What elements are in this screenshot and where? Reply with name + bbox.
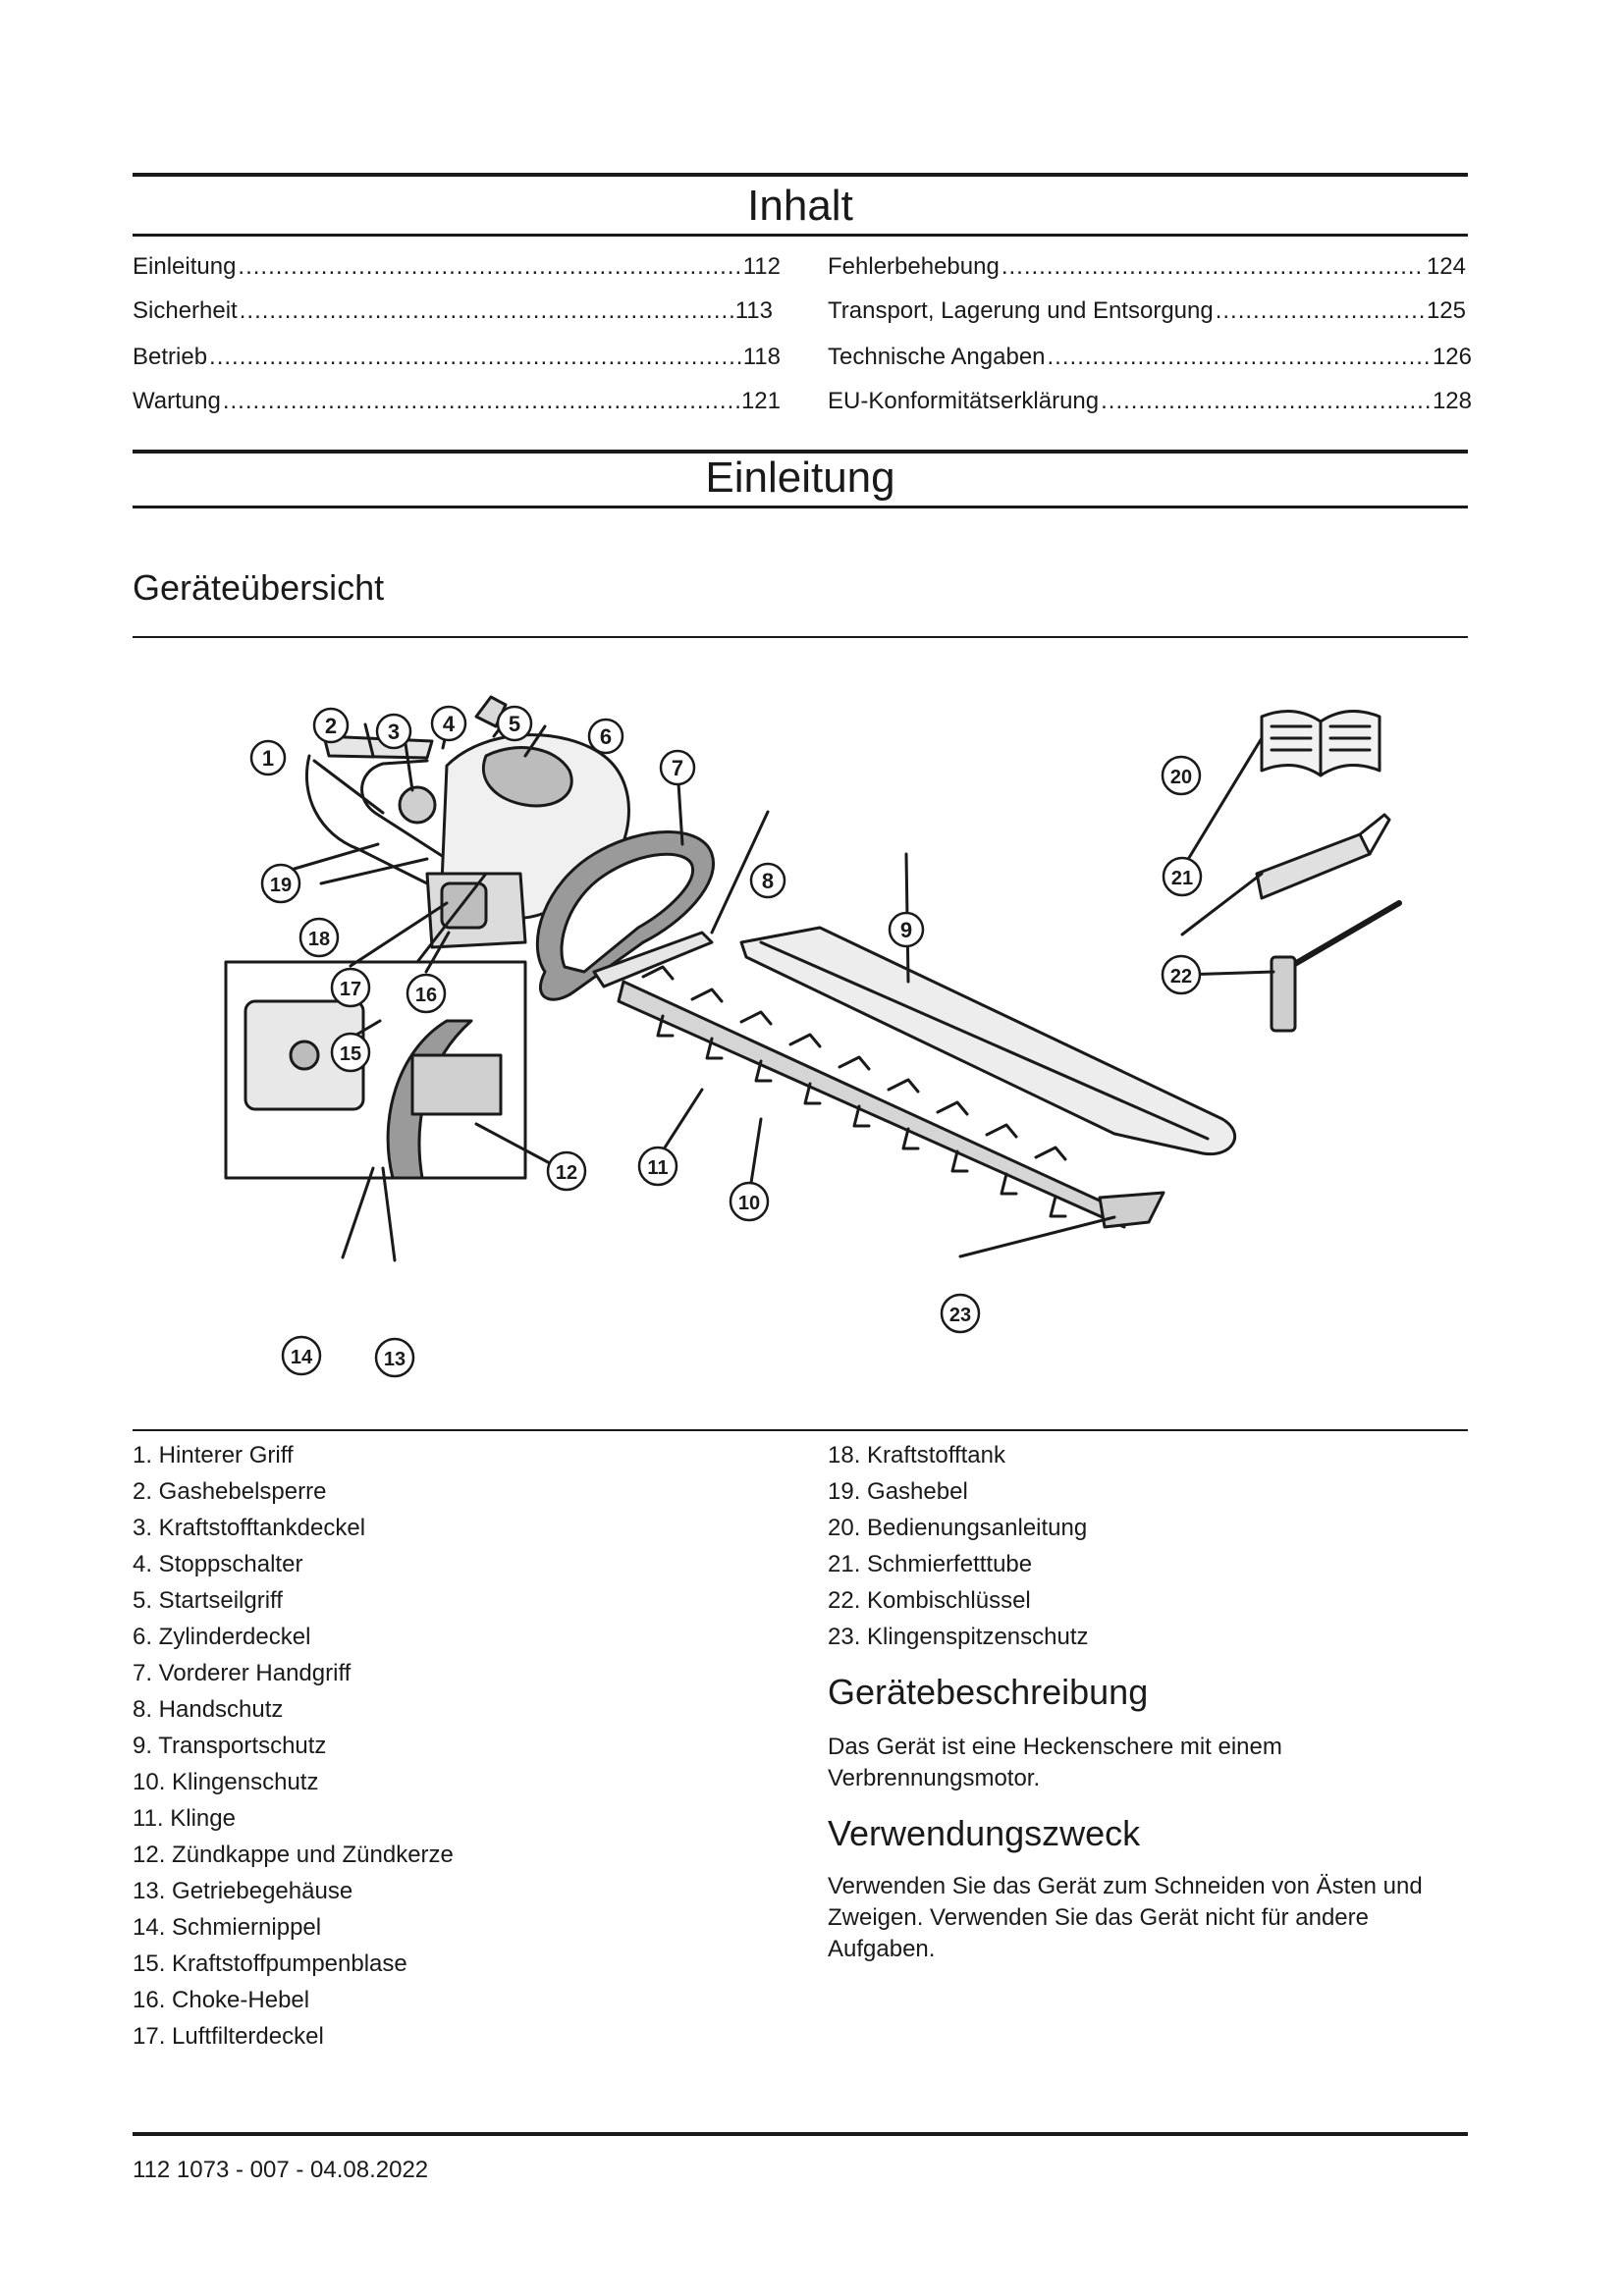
list-item: 5. Startseilgriff xyxy=(133,1587,283,1614)
toc-page-number: 125 xyxy=(1426,297,1466,324)
toc-page-number: 121 xyxy=(740,388,781,414)
toc-entry-fehlerbehebung[interactable] xyxy=(828,253,1466,281)
callout-16 xyxy=(407,975,445,1012)
list-item: 18. Kraftstofftank xyxy=(828,1442,1005,1468)
list-item: 23. Klingenspitzenschutz xyxy=(828,1624,1089,1650)
list-item: 9. Transportschutz xyxy=(133,1733,327,1759)
toc-page-number: 118 xyxy=(742,344,781,370)
leader-line xyxy=(960,1217,1114,1256)
toc-leader xyxy=(1001,253,1425,281)
toc-entry-label: Technische Angaben xyxy=(828,344,1046,370)
spanner-socket xyxy=(1272,957,1295,1031)
chapter-title: Einleitung xyxy=(705,454,895,502)
callout-23 xyxy=(942,1295,979,1332)
svg-text:16: 16 xyxy=(414,985,438,1006)
list-item: 20. Bedienungsanleitung xyxy=(828,1515,1088,1541)
toc-entry-label: Einleitung xyxy=(133,253,237,280)
spanner-rod xyxy=(1281,903,1399,972)
callout-9 xyxy=(890,913,923,946)
svg-text:8: 8 xyxy=(761,869,775,893)
footer-text: 112 1073 - 007 - 04.08.2022 xyxy=(133,2157,429,2183)
description-text: Das Gerät ist eine Heckenschere mit einem Verbrennungsmotor. xyxy=(828,1734,1282,1791)
parts-rule xyxy=(133,1429,1468,1431)
top-rule xyxy=(133,173,1468,177)
chapter-bottom-rule xyxy=(133,506,1468,508)
blade-tip-guard-shape xyxy=(1100,1193,1164,1227)
inset-spark-plug-area xyxy=(412,1055,501,1114)
list-item: 7. Vorderer Handgriff xyxy=(133,1660,352,1686)
list-item: 17. Luftfilterdeckel xyxy=(133,2023,324,2050)
svg-text:17: 17 xyxy=(339,979,362,1000)
list-item: 10. Klingenschutz xyxy=(133,1769,319,1795)
toc-page-number: 124 xyxy=(1426,253,1466,280)
toc-leader xyxy=(1101,388,1431,415)
svg-text:5: 5 xyxy=(508,712,521,736)
callout-6 xyxy=(589,720,623,753)
callout-1 xyxy=(251,741,285,774)
fuel-cap-shape xyxy=(400,787,435,823)
toc-entry-technische-angaben[interactable] xyxy=(828,344,1472,371)
svg-text:20: 20 xyxy=(1169,767,1193,788)
section-heading-description: Gerätebeschreibung xyxy=(828,1672,1149,1712)
footer-rule xyxy=(133,2132,1468,2136)
leader-line xyxy=(343,1168,373,1257)
list-item: 12. Zündkappe und Zündkerze xyxy=(133,1842,454,1868)
toc-leader xyxy=(238,253,740,281)
toc-entry-wartung[interactable] xyxy=(133,388,781,415)
toc-leader xyxy=(1048,344,1431,371)
svg-text:1: 1 xyxy=(261,746,275,771)
list-item: 14. Schmiernippel xyxy=(133,1914,322,1941)
parts-list-left xyxy=(133,1441,454,2058)
diagram-svg xyxy=(133,648,1468,1414)
callout-12 xyxy=(548,1152,585,1190)
callout-5 xyxy=(498,707,531,740)
toc-title-rule xyxy=(133,234,1468,237)
svg-text:19: 19 xyxy=(269,875,293,896)
leader-line xyxy=(383,1168,395,1260)
list-item: 1. Hinterer Griff xyxy=(133,1442,294,1468)
toc-entry-sicherheit[interactable] xyxy=(133,297,773,325)
callout-3 xyxy=(377,715,410,748)
callout-19 xyxy=(262,865,299,902)
toc-page-number: 113 xyxy=(734,297,773,324)
list-item: 16. Choke-Hebel xyxy=(133,1987,310,2013)
svg-text:9: 9 xyxy=(899,918,913,942)
svg-text:13: 13 xyxy=(383,1349,406,1370)
svg-text:23: 23 xyxy=(948,1305,972,1326)
svg-text:12: 12 xyxy=(555,1162,578,1184)
toc-entry-label: EU-Konformitätserklärung xyxy=(828,388,1100,414)
section-heading-overview: Geräteübersicht xyxy=(133,567,385,608)
list-item: 21. Schmierfetttube xyxy=(828,1551,1033,1577)
list-item: 8. Handschutz xyxy=(133,1696,284,1723)
toc-leader xyxy=(1216,297,1425,325)
callout-15 xyxy=(332,1034,369,1071)
svg-text:6: 6 xyxy=(599,724,613,749)
svg-text:7: 7 xyxy=(671,756,684,780)
toc-page-number: 112 xyxy=(742,253,781,280)
svg-text:2: 2 xyxy=(324,714,338,738)
callout-22 xyxy=(1163,956,1200,993)
callout-10 xyxy=(731,1183,768,1220)
callout-7 xyxy=(661,751,694,784)
list-item: 22. Kombischlüssel xyxy=(828,1587,1031,1614)
purpose-text: Verwenden Sie das Gerät zum Schneiden von Ästen und Zweigen. Verwenden Sie das Gerät nicht für andere Aufgaben. xyxy=(828,1873,1423,1962)
transport-guard-ridge xyxy=(761,942,1208,1139)
toc-entry-transport[interactable] xyxy=(828,297,1466,325)
callout-18 xyxy=(300,919,338,956)
callout-14 xyxy=(283,1337,320,1374)
list-item: 2. Gashebelsperre xyxy=(133,1478,327,1505)
callout-11 xyxy=(639,1148,677,1185)
inset-primer-bulb xyxy=(291,1041,318,1069)
svg-text:11: 11 xyxy=(647,1157,669,1179)
hedge-trimmer-diagram xyxy=(133,648,1468,1414)
leader-line xyxy=(1181,738,1262,871)
toc-entry-label: Betrieb xyxy=(133,344,208,370)
svg-text:15: 15 xyxy=(339,1043,362,1065)
toc-leader xyxy=(223,388,739,415)
section-heading-purpose: Verwendungszweck xyxy=(828,1813,1141,1853)
toc-entry-einleitung[interactable] xyxy=(133,253,781,281)
svg-text:10: 10 xyxy=(737,1193,761,1214)
callout-8 xyxy=(751,864,785,897)
toc-page-number: 126 xyxy=(1432,344,1472,370)
overview-rule xyxy=(133,636,1468,638)
callout-21 xyxy=(1164,858,1201,895)
svg-text:14: 14 xyxy=(290,1347,313,1368)
leader-line xyxy=(288,844,378,871)
toc-entry-betrieb[interactable] xyxy=(133,344,781,371)
callout-17 xyxy=(332,969,369,1006)
svg-text:21: 21 xyxy=(1170,868,1194,889)
callout-13 xyxy=(376,1339,413,1376)
toc-leader xyxy=(209,344,741,371)
list-item: 13. Getriebegehäuse xyxy=(133,1878,353,1904)
toc-leader xyxy=(240,297,733,325)
svg-text:18: 18 xyxy=(307,929,331,950)
svg-text:4: 4 xyxy=(442,712,456,736)
list-item: 19. Gashebel xyxy=(828,1478,968,1505)
parts-list-right xyxy=(828,1441,1089,1659)
toc-entry-label: Sicherheit xyxy=(133,297,238,324)
list-item: 11. Klinge xyxy=(133,1805,236,1832)
callout-20 xyxy=(1163,757,1200,794)
toc-entry-konformitaet[interactable] xyxy=(828,388,1472,415)
leader-line xyxy=(321,859,427,883)
svg-text:3: 3 xyxy=(387,720,401,744)
list-item: 15. Kraftstoffpumpenblase xyxy=(133,1950,407,1977)
toc-entry-label: Fehlerbehebung xyxy=(828,253,1000,280)
svg-text:22: 22 xyxy=(1169,966,1193,988)
rear-handle-shape xyxy=(306,756,450,886)
list-item: 6. Zylinderdeckel xyxy=(133,1624,311,1650)
list-item: 3. Kraftstofftankdeckel xyxy=(133,1515,366,1541)
toc-entry-label: Transport, Lagerung und Entsorgung xyxy=(828,297,1214,324)
callout-4 xyxy=(432,707,465,740)
toc-page-number: 128 xyxy=(1432,388,1472,414)
toc-title: Inhalt xyxy=(747,182,853,230)
toc-entry-label: Wartung xyxy=(133,388,221,414)
list-item: 4. Stoppschalter xyxy=(133,1551,303,1577)
callout-2 xyxy=(314,709,348,742)
grease-tube-shape xyxy=(1257,834,1370,898)
